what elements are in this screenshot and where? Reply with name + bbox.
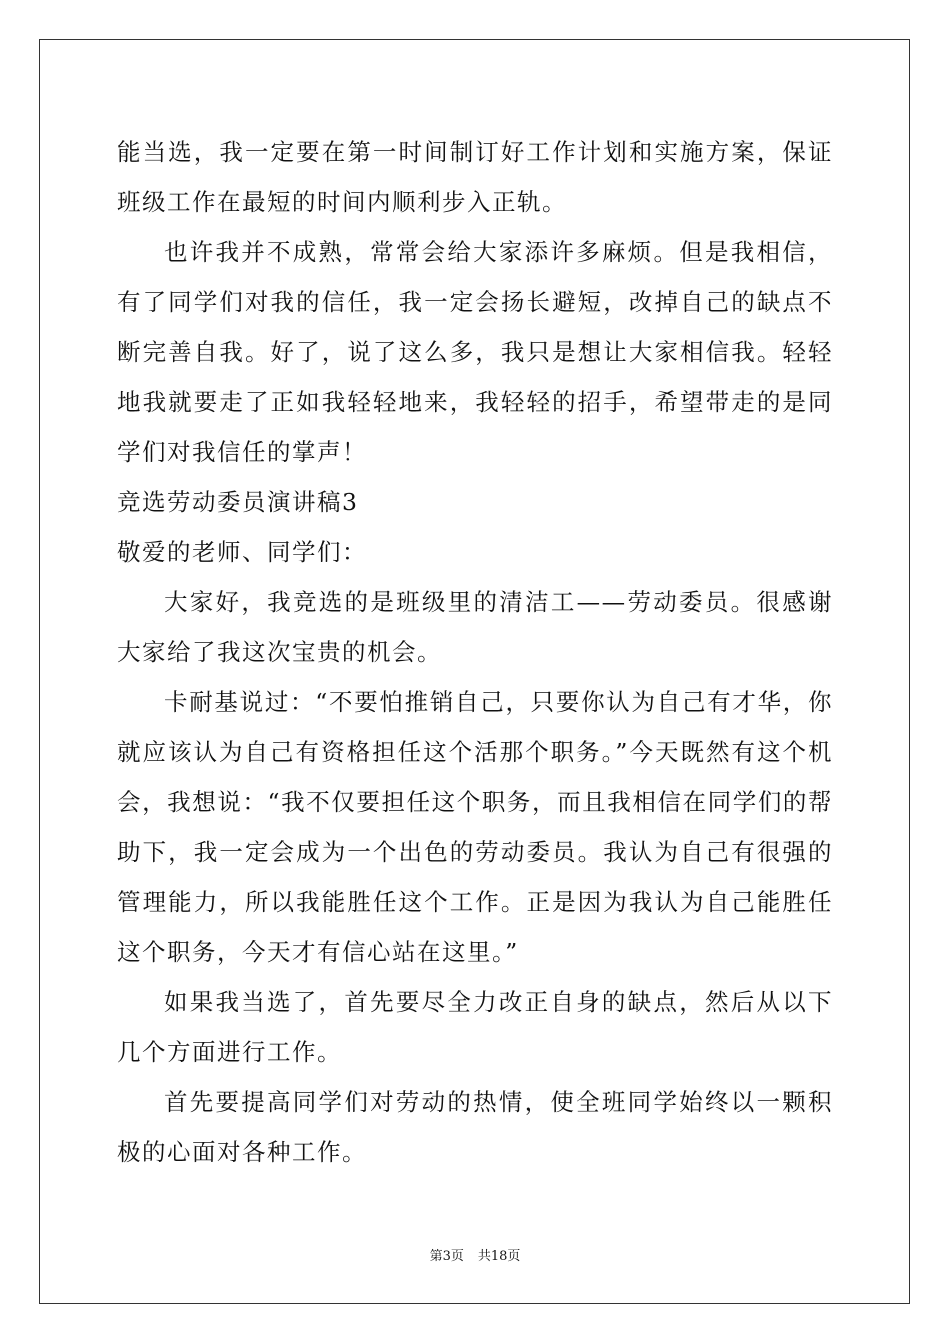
paragraph: 大家好，我竞选的是班级里的清洁工——劳动委员。很感谢大家给了我这次宝贵的机会。 <box>117 588 833 666</box>
page-number: 第3页 <box>429 1249 464 1264</box>
document-body <box>117 127 833 1177</box>
salutation: 敬爱的老师、同学们： <box>117 538 367 566</box>
paragraph: 首先要提高同学们对劳动的热情，使全班同学始终以一颗积极的心面对各种工作。 <box>117 1088 833 1166</box>
paragraph: 能当选，我一定要在第一时间制订好工作计划和实施方案，保证班级工作在最短的时间内顺利步入正轨。 <box>117 138 833 216</box>
paragraph: 如果我当选了，首先要尽全力改正自身的缺点，然后从以下几个方面进行工作。 <box>117 988 833 1066</box>
page-total: 共18页 <box>477 1249 521 1264</box>
paragraph: 也许我并不成熟，常常会给大家添许多麻烦。但是我相信，有了同学们对我的信任，我一定会扬长避短，改掉自己的缺点不断完善自我。好了，说了这么多，我只是想让大家相信我。轻轻地我就要走了正如我轻轻地来，我轻轻的招手，希望带走的是同学们对我信任的掌声！ <box>117 238 833 466</box>
page-footer <box>0 1245 950 1264</box>
section-heading: 竞选劳动委员演讲稿3 <box>117 488 359 516</box>
paragraph: 卡耐基说过：“不要怕推销自己，只要你认为自己有才华，你就应该认为自己有资格担任这个活那个职务。”今天既然有这个机会，我想说：“我不仅要担任这个职务，而且我相信在同学们的帮助下，我一定会成为一个出色的劳动委员。我认为自己有很强的管理能力，所以我能胜任这个工作。正是因为我认为自己能胜任这个职务，今天才有信心站在这里。” <box>117 688 833 966</box>
